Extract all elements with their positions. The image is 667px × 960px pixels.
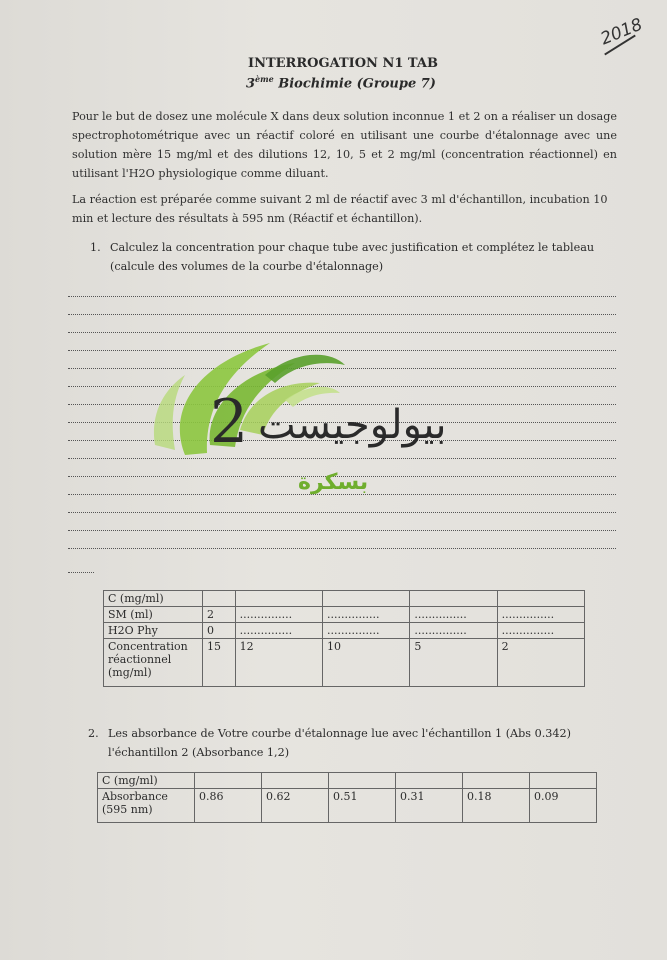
table-cell — [323, 591, 410, 607]
table-cell — [262, 773, 329, 789]
table-cell — [396, 773, 463, 789]
table-header-cell: C (mg/ml) — [104, 591, 203, 607]
table-cell: 0.86 — [195, 789, 262, 823]
answer-line — [68, 296, 616, 297]
answer-line — [68, 512, 616, 513]
table-cell: 0.51 — [329, 789, 396, 823]
answer-line — [68, 548, 616, 549]
subtitle-number: 3 — [246, 76, 256, 92]
table-cell: 0.18 — [463, 789, 530, 823]
watermark-arabic-text: بيولوجيست — [258, 402, 447, 448]
table-cell: 2 — [497, 639, 584, 687]
table-cell: 5 — [410, 639, 497, 687]
table-cell: 0.31 — [396, 789, 463, 823]
table-cell: ............... — [410, 623, 497, 639]
exam-subtitle — [246, 74, 436, 91]
table-cell — [410, 591, 497, 607]
watermark-arabic-subtitle: بسكرة — [298, 470, 369, 495]
question-2-number: 2. — [88, 727, 99, 740]
row-label: SM (ml) — [104, 607, 203, 623]
table-row — [104, 607, 585, 623]
table-cell: 0 — [203, 623, 236, 639]
row-label: Absorbance (595 nm) — [98, 789, 195, 823]
table-cell: ............... — [323, 607, 410, 623]
table-row — [98, 773, 597, 789]
handwritten-year: 2018 — [597, 14, 646, 50]
table-cell: ............... — [235, 607, 322, 623]
question-2-text: Les absorbance de Votre courbe d'étalonnage lue avec l'échantillon 1 (Abs 0.342) l'échantillon 2 (Absorbance 1,2) — [108, 727, 571, 759]
short-dotted-line — [68, 572, 94, 573]
exam-title: INTERROGATION N1 TAB — [248, 56, 438, 71]
table-cell: ............... — [497, 607, 584, 623]
watermark-number: 2 — [210, 387, 249, 457]
table-cell: ............... — [235, 623, 322, 639]
table-cell: 2 — [203, 607, 236, 623]
table-row — [104, 639, 585, 687]
table-cell — [530, 773, 597, 789]
absorbance-table — [97, 772, 597, 823]
table-row — [98, 789, 597, 823]
row-label: Concentration réactionnel (mg/ml) — [104, 639, 203, 687]
subtitle-text: Biochimie (Groupe 7) — [278, 76, 436, 92]
intro-paragraph: Pour le but de dosez une molécule X dans deux solution inconnue 1 et 2 on a réaliser un dosage spectrophotométrique avec un réactif coloré en utilisant une courbe d'étalonnage avec une solution mère 15 mg/ml et des dilutions 12, 10, 5 et 2 mg/ml (concentration réactionnel) en utilisant l'H2O physiologique comme diluant. — [72, 110, 617, 180]
table-cell — [235, 591, 322, 607]
procedure-paragraph: La réaction est préparée comme suivant 2 ml de réactif avec 3 ml d'échantillon, incubation 10 min et lecture des résultats à 595 nm (Réactif et échantillon). — [72, 193, 608, 225]
table-cell — [463, 773, 530, 789]
table-cell — [203, 591, 236, 607]
table-cell: 0.09 — [530, 789, 597, 823]
table-cell: 12 — [235, 639, 322, 687]
answer-line — [68, 332, 616, 333]
question-1-number: 1. — [90, 241, 101, 254]
table-cell: 15 — [203, 639, 236, 687]
table-cell — [329, 773, 396, 789]
table-cell: 10 — [323, 639, 410, 687]
question-1-text: Calculez la concentration pour chaque tube avec justification et complétez le tableau (calcule des volumes de la courbe d'étalonnage) — [110, 241, 595, 273]
table-cell — [497, 591, 584, 607]
answer-line — [68, 530, 616, 531]
table-cell: ............... — [323, 623, 410, 639]
subtitle-superscript: ème — [255, 74, 274, 84]
table-cell: ............... — [497, 623, 584, 639]
table-cell: ............... — [410, 607, 497, 623]
row-label: H2O Phy — [104, 623, 203, 639]
table-cell: 0.62 — [262, 789, 329, 823]
calibration-table — [103, 590, 585, 687]
table-row — [104, 591, 585, 607]
table-row — [104, 623, 585, 639]
table-header-cell: C (mg/ml) — [98, 773, 195, 789]
table-cell — [195, 773, 262, 789]
answer-line — [68, 314, 616, 315]
